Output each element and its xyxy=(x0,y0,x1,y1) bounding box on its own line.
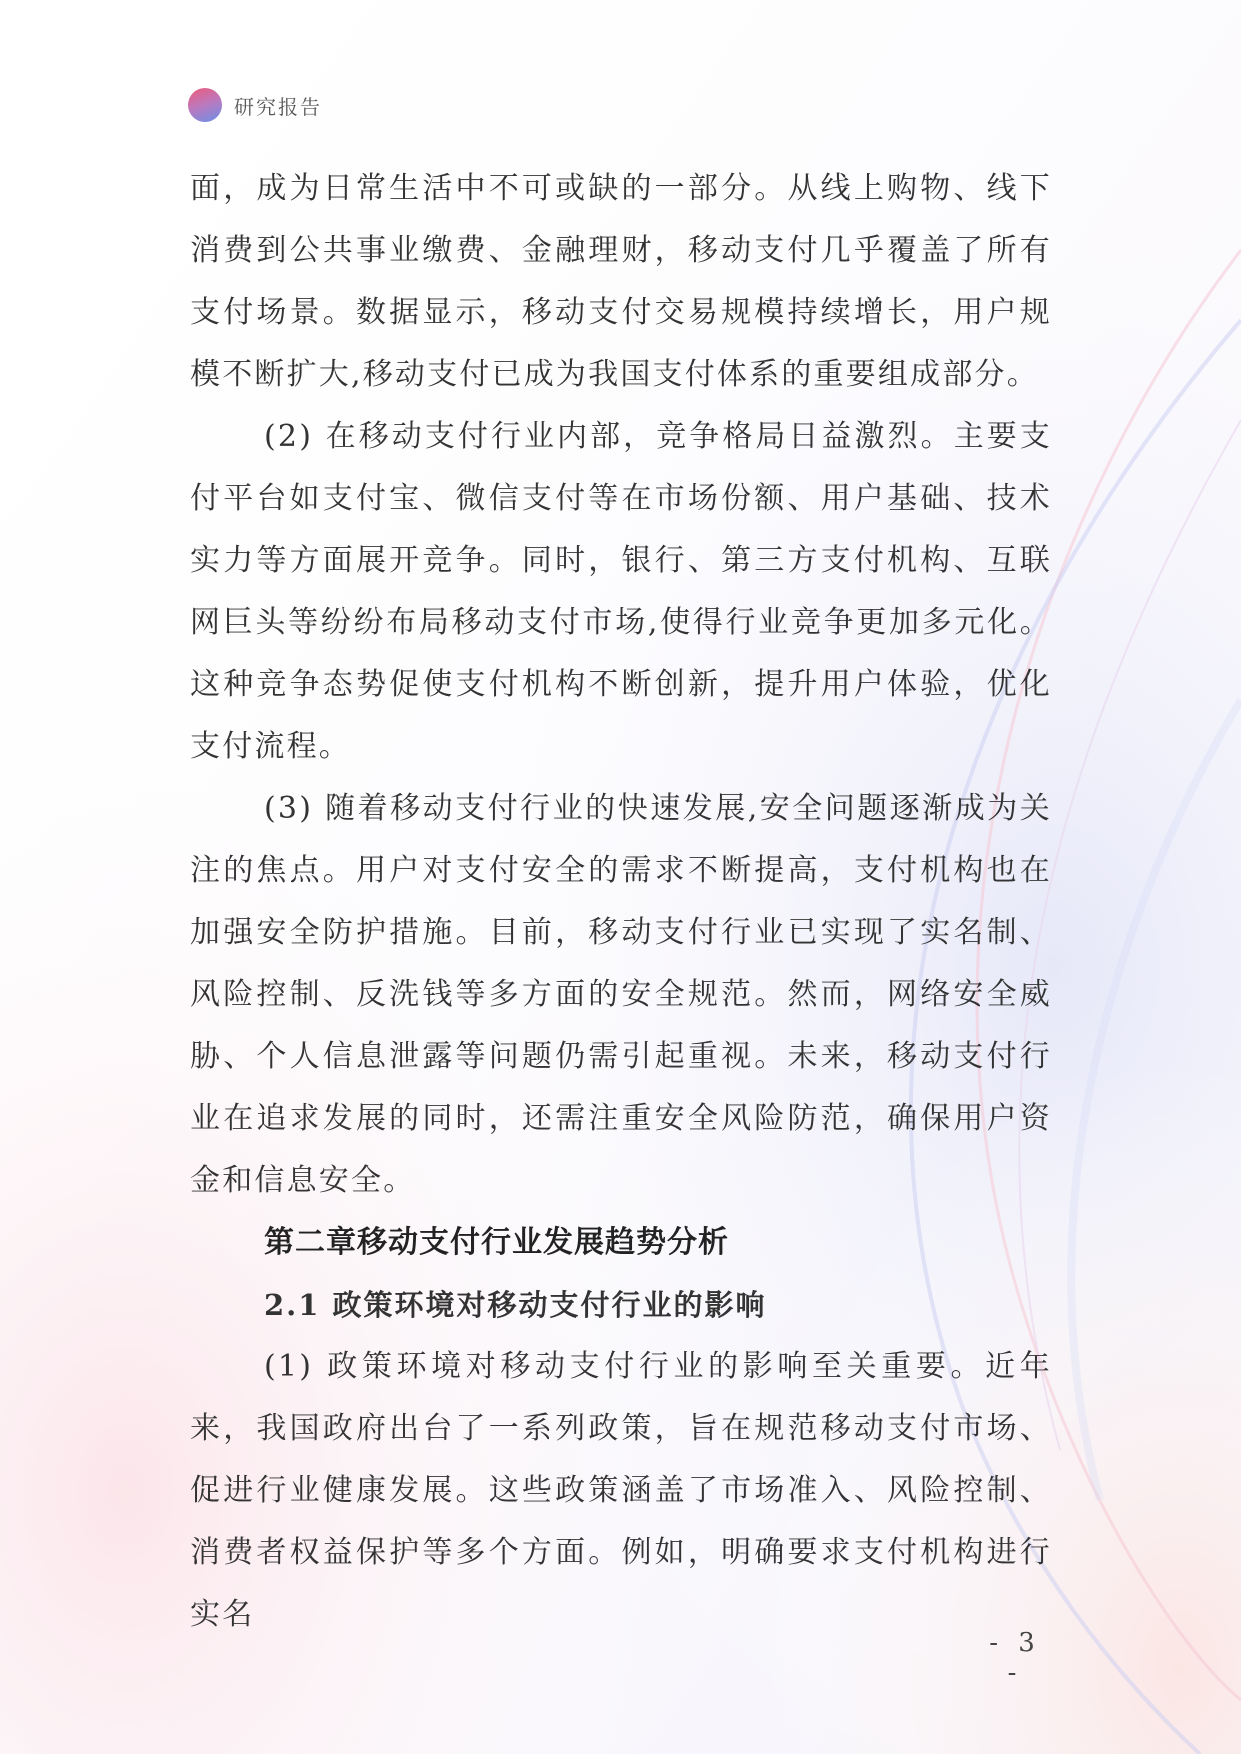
document-body xyxy=(190,158,1052,1646)
report-header-title: 研究报告 xyxy=(234,94,322,119)
paragraph-policy: (1) 政策环境对移动支付行业的影响至关重要。近年来，我国政府出台了一系列政策，旨在规范移动支付市场、促进行业健康发展。这些政策涵盖了市场准入、风险控制、消费者权益保护等多个方面。例如，明确要求支付机构进行实名 xyxy=(190,1349,1052,1632)
report-header xyxy=(188,88,322,122)
chapter-title: 第二章移动支付行业发展趋势分析 xyxy=(264,1225,729,1260)
paragraph-continuation: 面，成为日常生活中不可或缺的一部分。从线上购物、线下消费到公共事业缴费、金融理财，移动支付几乎覆盖了所有支付场景。数据显示，移动支付交易规模持续增长，用户规模不断扩大,移动支付已成为我国支付体系的重要组成部分。 xyxy=(190,171,1052,392)
section-title: 2.1 政策环境对移动支付行业的影响 xyxy=(264,1288,767,1322)
report-logo-icon xyxy=(188,88,222,122)
page-number: - 3 - xyxy=(989,1628,1041,1688)
paragraph-competition: (2) 在移动支付行业内部，竞争格局日益激烈。主要支付平台如支付宝、微信支付等在市场份额、用户基础、技术实力等方面展开竞争。同时，银行、第三方支付机构、互联网巨头等纷纷布局移动支付市场,使得行业竞争更加多元化。这种竞争态势促使支付机构不断创新，提升用户体验，优化支付流程。 xyxy=(190,419,1052,764)
paragraph-security: (3) 随着移动支付行业的快速发展,安全问题逐渐成为关注的焦点。用户对支付安全的需求不断提高，支付机构也在加强安全防护措施。目前，移动支付行业已实现了实名制、风险控制、反洗钱等多方面的安全规范。然而，网络安全威胁、个人信息泄露等问题仍需引起重视。未来，移动支付行业在追求发展的同时，还需注重安全风险防范，确保用户资金和信息安全。 xyxy=(190,791,1052,1198)
